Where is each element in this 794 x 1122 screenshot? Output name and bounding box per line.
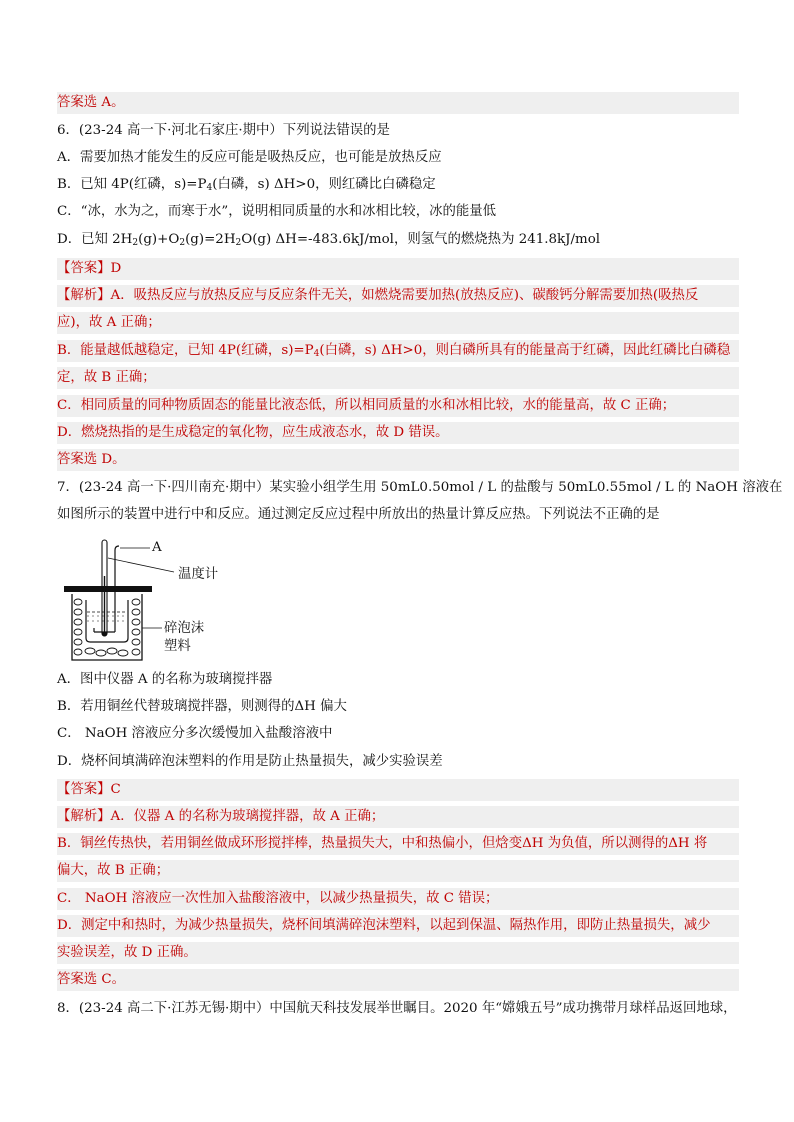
q6-stem: 6．(23-24 高一下·河北石家庄·期中）下列说法错误的是 [57, 123, 390, 138]
q7-option-b: B．若用铜丝代替玻璃搅拌器，则测得的ΔH 偏大 [57, 699, 347, 714]
q7-option-c: C． NaOH 溶液应分多次缓慢加入盐酸溶液中 [57, 726, 333, 741]
q6-option-a: A．需要加热才能发生的反应可能是吸热反应，也可能是放热反应 [57, 150, 442, 165]
q7-answer: 【答案】C [57, 779, 739, 801]
q6-option-b: B．已知 4P(红磷，$s)=P_4$(白磷，s) ΔH>0，则红磷比白磷稳定 [57, 177, 436, 193]
q6-option-c: C．“冰，水为之，而寒于水”，说明相同质量的水和冰相比较，冰的能量低 [57, 204, 497, 219]
q7-option-d: D．烧杯间填满碎泡沫塑料的作用是防止热量损失，减少实验误差 [57, 754, 443, 769]
label-thermometer: 温度计 [178, 567, 219, 582]
q6-explanation-line: D．燃烧热指的是生成稳定的氧化物，应生成液态水，故 D 错误。 [57, 422, 739, 444]
label-plastic: 塑料 [164, 639, 191, 654]
q6-option-d: D．已知 $2H_2(g)+O_2(g)=2H_2O(g)$ ΔH=-483.6kJ/mol，则氢气的燃烧热为 241.8kJ/mol [57, 232, 601, 248]
lid [64, 586, 152, 592]
q6-answer: 【答案】D [57, 258, 739, 280]
q7-explanation-line: 偏大，故 B 正确； [57, 860, 739, 882]
q7-explanation-line: B．铜丝传热快，若用铜丝做成环形搅拌棒，热量损失大，中和热偏小，但焓变ΔH 为负值，所以测得的ΔH 将 [57, 833, 739, 855]
q8-stem: 8．(23-24 高二下·江苏无锡·期中）中国航天科技发展举世瞩目。2020 年“嫦娥五号”成功携带月球样品返回地球， [57, 1001, 737, 1016]
q6-explanation-line: B．能量越低越稳定，已知 4P(红磷，$s)=P_4$(白磷，s) ΔH>0，则白磷所具有的能量高于红磷，因此红磷比白磷稳 [57, 340, 739, 362]
label-foam: 碎泡沫 [164, 621, 205, 636]
calorimeter-diagram [64, 536, 254, 664]
q7-explanation-line: 实验误差，故 D 正确。 [57, 942, 739, 964]
q6-explanation-line: 应)，故 A 正确； [57, 312, 739, 334]
q7-option-a: A．图中仪器 A 的名称为玻璃搅拌器 [57, 672, 273, 687]
q7-explanation-line: 【解析】A．仪器 A 的名称为玻璃搅拌器，故 A 正确； [57, 806, 739, 828]
q7-explanation-line: D．测定中和热时，为减少热量损失，烧杯间填满碎泡沫塑料，以起到保温、隔热作用，即防止热量损失，减少 [57, 915, 739, 937]
label-a: A [152, 540, 162, 555]
q6-explanation-line: 定，故 B 正确； [57, 367, 739, 389]
q7-final-answer: 答案选 C。 [57, 969, 739, 991]
q7-stem: 如图所示的装置中进行中和反应。通过测定反应过程中所放出的热量计算反应热。下列说法不正确的是 [57, 507, 660, 522]
q7-stem: 7．(23-24 高一下·四川南充·期中）某实验小组学生用 50mL0.50mol / L 的盐酸与 50mL0.55mol / L 的 NaOH 溶液在 [57, 480, 783, 495]
q6-final-answer: 答案选 D。 [57, 449, 739, 471]
calorimeter-figure [64, 536, 254, 668]
q6-explanation-line: C．相同质量的同种物质固态的能量比液态低，所以相同质量的水和冰相比较，水的能量高，故 C 正确； [57, 395, 739, 417]
q5-final-answer: 答案选 A。 [57, 92, 739, 114]
q6-explanation-line: 【解析】A．吸热反应与放热反应与反应条件无关，如燃烧需要加热(放热反应)、碳酸钙分解需要加热(吸热反 [57, 285, 739, 307]
q7-explanation-line: C． NaOH 溶液应一次性加入盐酸溶液中，以减少热量损失，故 C 错误； [57, 888, 739, 910]
